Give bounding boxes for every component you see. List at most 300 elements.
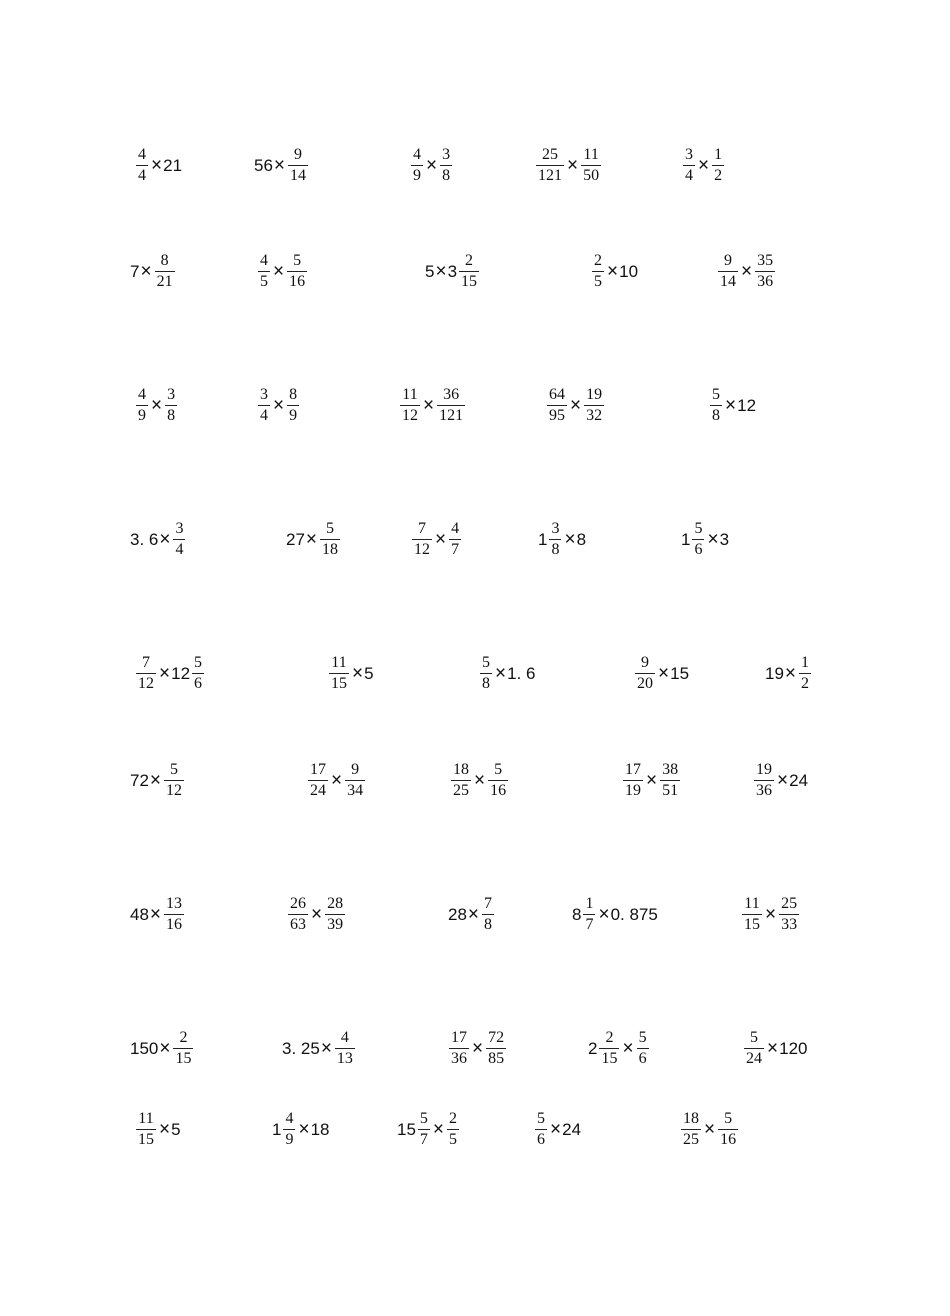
fraction-numerator: 5 (293, 251, 302, 269)
multiply-sign: × (273, 154, 286, 176)
multiply-sign: × (305, 528, 318, 550)
number: 3 (447, 261, 458, 281)
fraction-numerator: 2 (465, 251, 474, 269)
fraction-numerator: 7 (142, 653, 150, 671)
problem-expression (545, 387, 606, 424)
fraction-numerator: 11 (331, 653, 347, 671)
number: 56 (254, 155, 273, 175)
fraction-numerator: 3 (442, 145, 451, 163)
problem-expression (425, 253, 481, 290)
multiply-sign: × (550, 1118, 562, 1140)
number: 15 (670, 663, 690, 683)
fraction (480, 655, 492, 692)
fraction-numerator: 3 (685, 145, 693, 163)
fraction-denominator: 51 (662, 781, 679, 799)
number: 1. 6 (507, 663, 536, 683)
number: 72 (130, 770, 149, 790)
problem-expression (740, 896, 801, 933)
fraction-denominator: 39 (327, 915, 344, 933)
fraction (754, 762, 774, 799)
fraction-numerator: 4 (138, 385, 146, 403)
multiply-sign: × (564, 528, 576, 550)
fraction (637, 1030, 649, 1067)
fraction (411, 147, 423, 184)
fraction-denominator: 9 (413, 166, 421, 184)
fraction-numerator: 8 (160, 251, 169, 269)
fraction (136, 147, 148, 184)
fraction-denominator: 12 (166, 781, 183, 799)
problem-expression (621, 762, 682, 799)
fraction-denominator: 21 (156, 272, 173, 290)
fraction (581, 147, 601, 184)
fraction-numerator: 9 (351, 760, 360, 778)
multiply-sign: × (435, 528, 447, 550)
problem-expression (134, 1111, 181, 1148)
fraction (345, 762, 365, 799)
fraction-numerator: 3 (551, 519, 560, 537)
fraction-numerator: 4 (138, 145, 146, 163)
fraction-denominator: 4 (175, 540, 184, 558)
fraction-denominator: 15 (331, 674, 347, 692)
fraction-numerator: 28 (327, 894, 344, 912)
fraction-numerator: 18 (683, 1109, 699, 1127)
number: 0. 875 (610, 904, 658, 924)
fraction (329, 655, 349, 692)
fraction-numerator: 9 (724, 251, 732, 269)
fraction (288, 147, 308, 184)
number: 19 (765, 663, 784, 683)
problem-expression (130, 521, 187, 558)
problem-expression (409, 147, 454, 184)
fraction-numerator: 5 (694, 519, 703, 537)
problem-expression (633, 655, 689, 692)
fraction (165, 387, 177, 424)
fraction (418, 1111, 430, 1148)
fraction (192, 655, 204, 692)
multiply-sign: × (159, 1118, 171, 1140)
fraction-numerator: 4 (285, 1109, 294, 1127)
fraction-denominator: 7 (585, 915, 594, 933)
number: 48 (130, 904, 149, 924)
fraction-denominator: 36 (756, 781, 772, 799)
fraction (744, 1030, 764, 1067)
fraction-denominator: 8 (551, 540, 560, 558)
fraction (635, 655, 655, 692)
fraction-denominator: 36 (451, 1049, 467, 1067)
fraction (486, 1030, 506, 1067)
fraction (136, 387, 148, 424)
fraction-denominator: 2 (714, 166, 723, 184)
number: 150 (130, 1038, 159, 1058)
fraction-numerator: 2 (179, 1028, 188, 1046)
fraction (718, 253, 738, 290)
multiply-sign: × (707, 528, 719, 550)
fraction (258, 387, 270, 424)
multiply-sign: × (331, 769, 343, 791)
fraction-denominator: 63 (290, 915, 306, 933)
fraction (779, 896, 799, 933)
problem-expression (447, 1030, 508, 1067)
multiply-sign: × (567, 154, 579, 176)
fraction-numerator: 3 (260, 385, 268, 403)
fraction-denominator: 25 (453, 781, 469, 799)
problem-expression (398, 387, 467, 424)
fraction-numerator: 2 (594, 251, 602, 269)
fraction-numerator: 36 (443, 385, 460, 403)
multiply-sign: × (432, 1118, 445, 1140)
fraction-numerator: 4 (451, 519, 460, 537)
fraction-denominator: 9 (285, 1130, 294, 1148)
fraction (584, 387, 604, 424)
multiply-sign: × (741, 260, 753, 282)
fraction-numerator: 1 (801, 653, 810, 671)
fraction (592, 253, 604, 290)
multiply-sign: × (352, 662, 364, 684)
problem-expression (134, 147, 182, 184)
number: 8 (572, 904, 582, 924)
fraction-denominator: 4 (685, 166, 693, 184)
multiply-sign: × (767, 1037, 779, 1059)
fraction-numerator: 5 (750, 1028, 758, 1046)
problem-expression (448, 896, 496, 933)
fraction (164, 896, 184, 933)
fraction-numerator: 7 (484, 894, 493, 912)
fraction-numerator: 3 (167, 385, 176, 403)
fraction-denominator: 8 (167, 406, 176, 424)
fraction-denominator: 36 (757, 272, 774, 290)
fraction (287, 253, 307, 290)
fraction-numerator: 4 (413, 145, 421, 163)
multiply-sign: × (298, 1118, 310, 1140)
problem-expression (590, 253, 638, 290)
multiply-sign: × (159, 528, 171, 550)
fraction (482, 896, 494, 933)
fraction-denominator: 32 (586, 406, 603, 424)
fraction-numerator: 17 (310, 760, 326, 778)
number: 7 (130, 261, 140, 281)
problem-expression (538, 521, 586, 558)
fraction (583, 896, 595, 933)
multiply-sign: × (140, 260, 152, 282)
multiply-sign: × (273, 260, 285, 282)
problem-expression (449, 762, 510, 799)
problem-expression (282, 1030, 357, 1067)
fraction (451, 762, 471, 799)
fraction-denominator: 18 (322, 540, 339, 558)
fraction-denominator: 6 (638, 1049, 647, 1067)
fraction (683, 147, 695, 184)
fraction-numerator: 2 (605, 1028, 614, 1046)
problem-expression (256, 387, 301, 424)
problem-expression (716, 253, 777, 290)
fraction (710, 387, 722, 424)
fraction-numerator: 5 (712, 385, 720, 403)
number: 120 (779, 1038, 808, 1058)
fraction-numerator: 5 (482, 653, 490, 671)
number: 18 (310, 1119, 330, 1139)
fraction-denominator: 4 (260, 406, 268, 424)
problem-expression (130, 896, 186, 933)
multiply-sign: × (159, 1037, 171, 1059)
problem-expression (681, 521, 729, 558)
problem-expression (410, 521, 463, 558)
number: 3. 6 (130, 529, 159, 549)
fraction (692, 521, 704, 558)
fraction (623, 762, 643, 799)
multiply-sign: × (151, 394, 163, 416)
fraction-denominator: 12 (138, 674, 154, 692)
fraction (136, 1111, 156, 1148)
fraction-denominator: 9 (289, 406, 298, 424)
fraction-denominator: 8 (442, 166, 451, 184)
number: 2 (588, 1038, 598, 1058)
fraction (447, 1111, 459, 1148)
problem-expression (306, 762, 367, 799)
problem-expression (272, 1111, 330, 1148)
fraction-numerator: 17 (451, 1028, 467, 1046)
fraction-denominator: 16 (490, 781, 507, 799)
fraction (440, 147, 452, 184)
number: 1 (272, 1119, 282, 1139)
fraction-numerator: 4 (260, 251, 268, 269)
fraction-denominator: 6 (194, 674, 203, 692)
multiply-sign: × (777, 769, 789, 791)
fraction-numerator: 11 (402, 385, 418, 403)
fraction (549, 521, 561, 558)
fraction-numerator: 5 (326, 519, 335, 537)
number: 3 (719, 529, 730, 549)
fraction-numerator: 9 (294, 145, 303, 163)
number: 12 (737, 395, 757, 415)
number: 24 (789, 770, 809, 790)
problem-expression (681, 147, 726, 184)
problem-expression (765, 655, 813, 692)
problem-expression (130, 762, 186, 799)
fraction (459, 253, 479, 290)
problem-expression (397, 1111, 461, 1148)
fraction (437, 387, 465, 424)
multiply-sign: × (598, 903, 610, 925)
fraction-denominator: 15 (461, 272, 478, 290)
fraction-numerator: 17 (625, 760, 641, 778)
fraction (547, 387, 567, 424)
fraction-denominator: 15 (175, 1049, 192, 1067)
fraction (320, 521, 340, 558)
fraction (449, 1030, 469, 1067)
fraction (173, 1030, 193, 1067)
fraction-numerator: 19 (586, 385, 603, 403)
problem-expression (286, 521, 342, 558)
fraction-denominator: 4 (138, 166, 146, 184)
fraction (164, 762, 184, 799)
fraction-denominator: 15 (138, 1130, 154, 1148)
multiply-sign: × (784, 662, 797, 684)
multiply-sign: × (474, 769, 486, 791)
problem-expression (254, 147, 310, 184)
multiply-sign: × (765, 903, 777, 925)
fraction-denominator: 6 (694, 540, 703, 558)
fraction (712, 147, 724, 184)
number: 1 (681, 529, 691, 549)
fraction-denominator: 14 (720, 272, 736, 290)
problem-expression (256, 253, 309, 290)
fraction-numerator: 5 (170, 760, 179, 778)
fraction-numerator: 35 (757, 251, 774, 269)
fraction-numerator: 13 (166, 894, 183, 912)
fraction-numerator: 8 (289, 385, 298, 403)
fraction-denominator: 6 (537, 1130, 545, 1148)
number: 5 (364, 663, 374, 683)
fraction-denominator: 5 (260, 272, 268, 290)
fraction (412, 521, 432, 558)
multiply-sign: × (704, 1118, 716, 1140)
problem-expression (588, 1030, 651, 1067)
multiply-sign: × (467, 903, 480, 925)
number: 5 (171, 1119, 181, 1139)
fraction-denominator: 16 (720, 1130, 737, 1148)
fraction-numerator: 3 (175, 519, 184, 537)
fraction-numerator: 18 (453, 760, 469, 778)
number: 8 (576, 529, 587, 549)
fraction (287, 387, 299, 424)
fraction-denominator: 13 (336, 1049, 353, 1067)
fraction (536, 147, 564, 184)
fraction-denominator: 12 (414, 540, 430, 558)
multiply-sign: × (149, 903, 162, 925)
multiply-sign: × (570, 394, 582, 416)
problem-expression (679, 1111, 740, 1148)
fraction-numerator: 5 (537, 1109, 545, 1127)
fraction-denominator: 25 (683, 1130, 699, 1148)
multiply-sign: × (423, 394, 435, 416)
fraction-numerator: 1 (585, 894, 594, 912)
fraction-numerator: 7 (418, 519, 426, 537)
number: 27 (286, 529, 305, 549)
multiply-sign: × (622, 1037, 634, 1059)
fraction-numerator: 5 (419, 1109, 428, 1127)
fraction-numerator: 5 (194, 653, 203, 671)
fraction-denominator: 121 (439, 406, 464, 424)
fraction-denominator: 20 (637, 674, 653, 692)
fraction-denominator: 15 (744, 915, 760, 933)
problem-expression (134, 655, 206, 692)
fraction (173, 521, 185, 558)
multiply-sign: × (646, 769, 658, 791)
fraction (288, 896, 308, 933)
fraction-numerator: 5 (494, 760, 503, 778)
fraction-denominator: 7 (419, 1130, 428, 1148)
fraction-numerator: 1 (714, 145, 723, 163)
fraction-numerator: 25 (781, 894, 798, 912)
fraction (283, 1111, 295, 1148)
fraction (799, 655, 811, 692)
problem-expression (742, 1030, 807, 1067)
fraction (335, 1030, 355, 1067)
multiply-sign: × (426, 154, 438, 176)
multiply-sign: × (435, 260, 447, 282)
fraction-denominator: 12 (402, 406, 418, 424)
multiply-sign: × (320, 1037, 332, 1059)
problem-expression (708, 387, 756, 424)
fraction-numerator: 11 (744, 894, 760, 912)
fraction (742, 896, 762, 933)
multiply-sign: × (472, 1037, 484, 1059)
fraction-numerator: 19 (756, 760, 772, 778)
fraction (308, 762, 328, 799)
fraction-numerator: 11 (583, 145, 599, 163)
problem-expression (134, 387, 179, 424)
fraction-numerator: 26 (290, 894, 306, 912)
fraction-denominator: 8 (482, 674, 490, 692)
number: 12 (171, 663, 191, 683)
fraction (488, 762, 508, 799)
problem-expression (533, 1111, 581, 1148)
problem-expression (572, 896, 658, 933)
fraction (449, 521, 461, 558)
fraction-denominator: 16 (166, 915, 183, 933)
multiply-sign: × (311, 903, 323, 925)
problem-expression (130, 253, 177, 290)
number: 5 (425, 261, 435, 281)
problem-expression (534, 147, 603, 184)
fraction (136, 655, 156, 692)
multiply-sign: × (273, 394, 285, 416)
fraction (535, 1111, 547, 1148)
multiply-sign: × (607, 260, 619, 282)
fraction (755, 253, 775, 290)
fraction-denominator: 7 (451, 540, 460, 558)
number: 24 (562, 1119, 582, 1139)
number: 28 (448, 904, 467, 924)
fraction (155, 253, 175, 290)
fraction-denominator: 14 (290, 166, 307, 184)
fraction-numerator: 38 (662, 760, 679, 778)
number: 1 (538, 529, 548, 549)
number: 21 (163, 155, 183, 175)
fraction-numerator: 4 (340, 1028, 349, 1046)
multiply-sign: × (159, 662, 171, 684)
fraction-denominator: 50 (583, 166, 600, 184)
fraction (400, 387, 420, 424)
number: 10 (619, 261, 639, 281)
fraction-denominator: 24 (746, 1049, 762, 1067)
fraction-denominator: 15 (601, 1049, 618, 1067)
fraction-numerator: 64 (549, 385, 565, 403)
fraction-denominator: 24 (310, 781, 326, 799)
fraction-denominator: 5 (449, 1130, 458, 1148)
fraction-denominator: 16 (289, 272, 306, 290)
problem-expression (286, 896, 347, 933)
fraction-denominator: 34 (347, 781, 364, 799)
fraction-denominator: 8 (712, 406, 720, 424)
fraction (599, 1030, 619, 1067)
fraction (258, 253, 270, 290)
fraction-denominator: 33 (781, 915, 798, 933)
fraction (681, 1111, 701, 1148)
problem-expression (478, 655, 535, 692)
fraction (325, 896, 345, 933)
multiply-sign: × (698, 154, 710, 176)
multiply-sign: × (658, 662, 670, 684)
fraction-denominator: 95 (549, 406, 565, 424)
multiply-sign: × (495, 662, 507, 684)
multiply-sign: × (149, 769, 162, 791)
fraction-numerator: 72 (488, 1028, 505, 1046)
fraction-numerator: 9 (641, 653, 649, 671)
fraction-numerator: 5 (638, 1028, 647, 1046)
fraction-denominator: 85 (488, 1049, 505, 1067)
fraction (660, 762, 680, 799)
